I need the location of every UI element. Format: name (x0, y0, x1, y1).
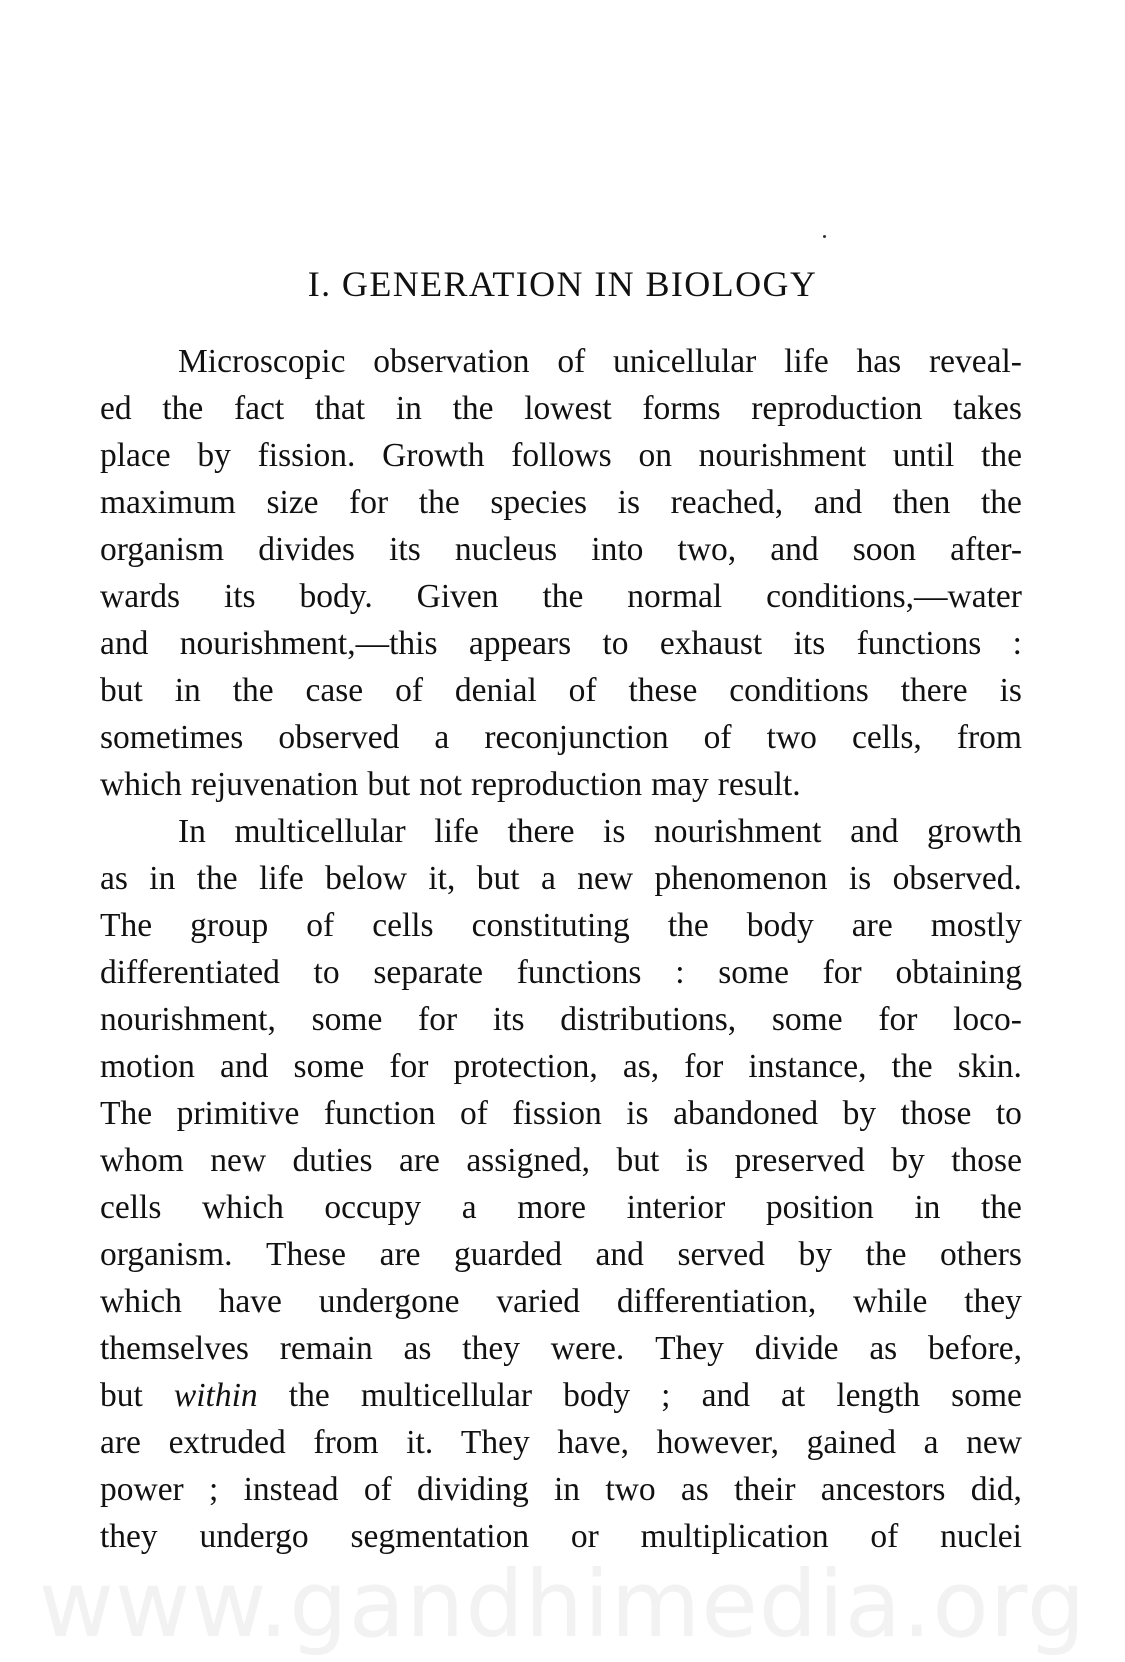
word: the (865, 1236, 907, 1273)
word: did, (970, 1471, 1022, 1508)
word: of (306, 907, 335, 944)
word: skin. (957, 1048, 1022, 1085)
paragraph (100, 338, 1022, 808)
word: they (100, 1518, 158, 1555)
word: new (966, 1424, 1022, 1461)
word: a (923, 1424, 939, 1461)
word: maximum (100, 484, 236, 521)
word: reached, (670, 484, 784, 521)
word: multicellular (360, 1377, 532, 1414)
word: the (162, 390, 204, 427)
word: but (476, 860, 520, 897)
word: the (196, 860, 238, 897)
word: two, (677, 531, 737, 568)
word: Microscopic (178, 343, 346, 380)
word: These (266, 1236, 347, 1273)
word: forms (642, 390, 721, 427)
word: primitive (176, 1095, 300, 1132)
text-line (100, 1278, 1022, 1325)
word: which (201, 1189, 284, 1226)
word: to (602, 625, 629, 662)
word: are (851, 907, 893, 944)
text-line (100, 1090, 1022, 1137)
word: for (878, 1001, 918, 1038)
text-line (100, 1325, 1022, 1372)
word: place (100, 437, 171, 474)
word: are (398, 1142, 440, 1179)
word: and (595, 1236, 644, 1273)
word: from (956, 719, 1022, 756)
word: more (517, 1189, 587, 1226)
word: phenomenon (654, 860, 828, 897)
word: by (798, 1236, 832, 1273)
word: a (540, 860, 556, 897)
word: by (197, 437, 231, 474)
text-line (100, 1043, 1022, 1090)
word: after- (950, 531, 1022, 568)
word: some (293, 1048, 365, 1085)
word: of (703, 719, 732, 756)
word: segmentation (350, 1518, 530, 1555)
word: others (940, 1236, 1022, 1273)
word: abandoned (673, 1095, 819, 1132)
word: nourishment, (100, 1001, 276, 1038)
text-line (100, 902, 1022, 949)
word: obtaining (895, 954, 1022, 991)
word: divide (754, 1330, 839, 1367)
word: may (651, 766, 709, 803)
word: in (174, 672, 201, 709)
word: rejuvenation (190, 766, 359, 803)
word: They (655, 1330, 724, 1367)
word: those (900, 1095, 972, 1132)
word: the (452, 390, 494, 427)
word: ed (100, 390, 132, 427)
text-line (100, 667, 1022, 714)
word: to (313, 954, 340, 991)
word: reproduction (751, 390, 923, 427)
word: functions (516, 954, 642, 991)
word: and (220, 1048, 269, 1085)
word: They (460, 1424, 530, 1461)
word: follows (511, 437, 612, 474)
word: observation (373, 343, 530, 380)
word: organism (100, 531, 225, 568)
word: assigned, (466, 1142, 591, 1179)
word: varied (496, 1283, 581, 1320)
word: multiplication (640, 1518, 829, 1555)
word: for (684, 1048, 724, 1085)
word: for (349, 484, 389, 521)
word: by (842, 1095, 877, 1132)
watermark: www.gandhimedia.org (38, 1551, 1087, 1658)
word: group (190, 907, 269, 944)
word: undergone (318, 1283, 460, 1320)
word: organism. (100, 1236, 233, 1273)
word: wards (100, 578, 181, 615)
word: as (680, 1471, 709, 1508)
word: they (462, 1330, 520, 1367)
word: of (460, 1095, 488, 1132)
word: body. (299, 578, 373, 615)
word: function (323, 1095, 436, 1132)
word: ; (661, 1377, 671, 1414)
word: motion (100, 1048, 195, 1085)
word: by (891, 1142, 925, 1179)
chapter-heading: I. GENERATION IN BIOLOGY (307, 264, 818, 304)
word: In (178, 813, 206, 850)
word: nourishment,—this (179, 625, 438, 662)
word: and (770, 531, 819, 568)
word: while (853, 1283, 928, 1320)
word: The (100, 907, 153, 944)
text-line (100, 526, 1022, 573)
word: denial (454, 672, 537, 709)
word: unicellular (613, 343, 757, 380)
word: the (418, 484, 460, 521)
word: of (363, 1471, 392, 1508)
text-line (100, 1184, 1022, 1231)
word: nourishment (654, 813, 822, 850)
word: power (100, 1471, 184, 1508)
word: there (507, 813, 575, 850)
word: its (793, 625, 826, 662)
word: lowest (524, 390, 612, 427)
word: reproduction (470, 766, 643, 803)
word: instead (243, 1471, 339, 1508)
word: however, (656, 1424, 780, 1461)
word: life (434, 813, 479, 850)
word: in (914, 1189, 941, 1226)
word: there (900, 672, 968, 709)
text-line (100, 949, 1022, 996)
word: of (395, 672, 423, 709)
word: observed (278, 719, 400, 756)
word: of (568, 672, 597, 709)
word: some (311, 1001, 383, 1038)
word: the (981, 437, 1022, 474)
word: whom (100, 1142, 184, 1179)
word: conditions,—water (766, 578, 1022, 615)
body-text (100, 338, 1022, 1560)
word: these (628, 672, 698, 709)
word: appears (468, 625, 572, 662)
word: fact (233, 390, 285, 427)
word: below (325, 860, 407, 897)
text-line (100, 808, 1022, 855)
word: guarded (454, 1236, 562, 1273)
text-line (100, 714, 1022, 761)
paragraph (100, 808, 1022, 1560)
word: takes (953, 390, 1022, 427)
word: that (314, 390, 366, 427)
word: were. (550, 1330, 625, 1367)
word: soon (852, 531, 917, 568)
word: it, (428, 860, 456, 897)
word: conditions (729, 672, 869, 709)
word: of (870, 1518, 899, 1555)
word: length (836, 1377, 921, 1414)
word: reconjunction (484, 719, 669, 756)
word: are (379, 1236, 421, 1273)
word: it. (406, 1424, 434, 1461)
text-line (100, 855, 1022, 902)
word: distributions, (560, 1001, 737, 1038)
word: exhaust (659, 625, 763, 662)
word: occupy (324, 1189, 422, 1226)
word: sometimes (100, 719, 244, 756)
word: in (149, 860, 176, 897)
word: served (677, 1236, 765, 1273)
word: remain (279, 1330, 373, 1367)
text-line (100, 432, 1022, 479)
word: new (577, 860, 634, 897)
text-line (100, 1419, 1022, 1466)
text-line (100, 761, 1022, 808)
word: new (210, 1142, 267, 1179)
word: is (626, 1095, 649, 1132)
word: its (389, 531, 421, 568)
word: its (492, 1001, 525, 1038)
word: nuclei (940, 1518, 1022, 1555)
word: is (617, 484, 641, 521)
word: differentiation, (616, 1283, 817, 1320)
word: the (232, 672, 274, 709)
word: and (701, 1377, 750, 1414)
text-line (100, 573, 1022, 620)
word: extruded (168, 1424, 286, 1461)
word: some (718, 954, 789, 991)
word: some (951, 1377, 1022, 1414)
word: body (563, 1377, 631, 1414)
word: ancestors (820, 1471, 946, 1508)
word: case (305, 672, 364, 709)
word: the (288, 1377, 330, 1414)
word: as, (622, 1048, 660, 1085)
emphasized-word: within (173, 1377, 258, 1414)
word: before, (928, 1330, 1022, 1367)
word: but (100, 672, 143, 709)
word: life (784, 343, 829, 380)
word: of (557, 343, 586, 380)
word: interior (626, 1189, 726, 1226)
word: instance, (748, 1048, 867, 1085)
word: is (685, 1142, 709, 1179)
word: which (100, 766, 182, 803)
word: ; (209, 1471, 219, 1508)
word: normal (627, 578, 723, 615)
word: but (616, 1142, 660, 1179)
word: have (218, 1283, 282, 1320)
word: from (313, 1424, 379, 1461)
word: not (419, 766, 462, 803)
word: dividing (417, 1471, 529, 1508)
word: their (734, 1471, 796, 1508)
word: growth (927, 813, 1022, 850)
word: body (746, 907, 814, 944)
word: some (771, 1001, 843, 1038)
word: fission. (257, 437, 356, 474)
word: until (892, 437, 955, 474)
word: undergo (199, 1518, 309, 1555)
word: size (266, 484, 319, 521)
word: duties (292, 1142, 373, 1179)
word: cells, (852, 719, 922, 756)
word: multicellular (234, 813, 406, 850)
word: for (822, 954, 862, 991)
word: on (638, 437, 672, 474)
word: observed. (892, 860, 1022, 897)
word: functions (856, 625, 982, 662)
word: and (813, 484, 863, 521)
word: the (891, 1048, 933, 1085)
word: for (418, 1001, 458, 1038)
text-line (100, 1466, 1022, 1513)
word: two (766, 719, 817, 756)
word: life (259, 860, 304, 897)
word: The (100, 1095, 153, 1132)
word: the (542, 578, 584, 615)
word: divides (258, 531, 355, 568)
text-line (100, 385, 1022, 432)
word: into (591, 531, 644, 568)
word: which (100, 1283, 182, 1320)
text-line (100, 1231, 1022, 1278)
word: at (781, 1377, 806, 1414)
text-line (100, 479, 1022, 526)
word: are (100, 1424, 141, 1461)
print-speck (823, 235, 826, 238)
word: in (395, 390, 422, 427)
word: those (951, 1142, 1022, 1179)
word: : (675, 954, 685, 991)
word: constituting (471, 907, 630, 944)
word: the (980, 484, 1022, 521)
word: is (999, 672, 1022, 709)
text-line (100, 1137, 1022, 1184)
word: have, (557, 1424, 629, 1461)
word: is (603, 813, 626, 850)
word: then (892, 484, 951, 521)
word: and (850, 813, 899, 850)
word: as (403, 1330, 432, 1367)
text-line (100, 338, 1022, 385)
word: has (856, 343, 902, 380)
word: a (434, 719, 450, 756)
word: fission (512, 1095, 602, 1132)
word: as (869, 1330, 898, 1367)
word: cells (372, 907, 434, 944)
word: the (981, 1189, 1022, 1226)
word: species (490, 484, 588, 521)
word: reveal- (928, 343, 1022, 380)
word: the (667, 907, 709, 944)
word: protection, (453, 1048, 598, 1085)
word: or (570, 1518, 599, 1555)
word: preserved (734, 1142, 865, 1179)
word: separate (373, 954, 484, 991)
word: position (765, 1189, 874, 1226)
word: nucleus (454, 531, 558, 568)
word: its (223, 578, 256, 615)
word: in (554, 1471, 581, 1508)
word: they (964, 1283, 1022, 1320)
word: gained (806, 1424, 896, 1461)
word: mostly (930, 907, 1022, 944)
text-line (100, 1372, 1022, 1419)
word: loco- (953, 1001, 1022, 1038)
word: a (461, 1189, 477, 1226)
word: themselves (100, 1330, 249, 1367)
word: differentiated (100, 954, 280, 991)
word: for (389, 1048, 429, 1085)
word: as (100, 860, 128, 897)
word: nourishment (698, 437, 867, 474)
word: and (100, 625, 149, 662)
word: but (100, 1377, 143, 1414)
word: Given (416, 578, 499, 615)
word: is (848, 860, 872, 897)
word: to (995, 1095, 1022, 1132)
word: result. (717, 766, 801, 803)
word: two (605, 1471, 656, 1508)
text-line (100, 996, 1022, 1043)
text-line (100, 620, 1022, 667)
word: cells (100, 1189, 162, 1226)
word: Growth (382, 437, 485, 474)
word: : (1012, 625, 1022, 662)
word: but (367, 766, 411, 803)
